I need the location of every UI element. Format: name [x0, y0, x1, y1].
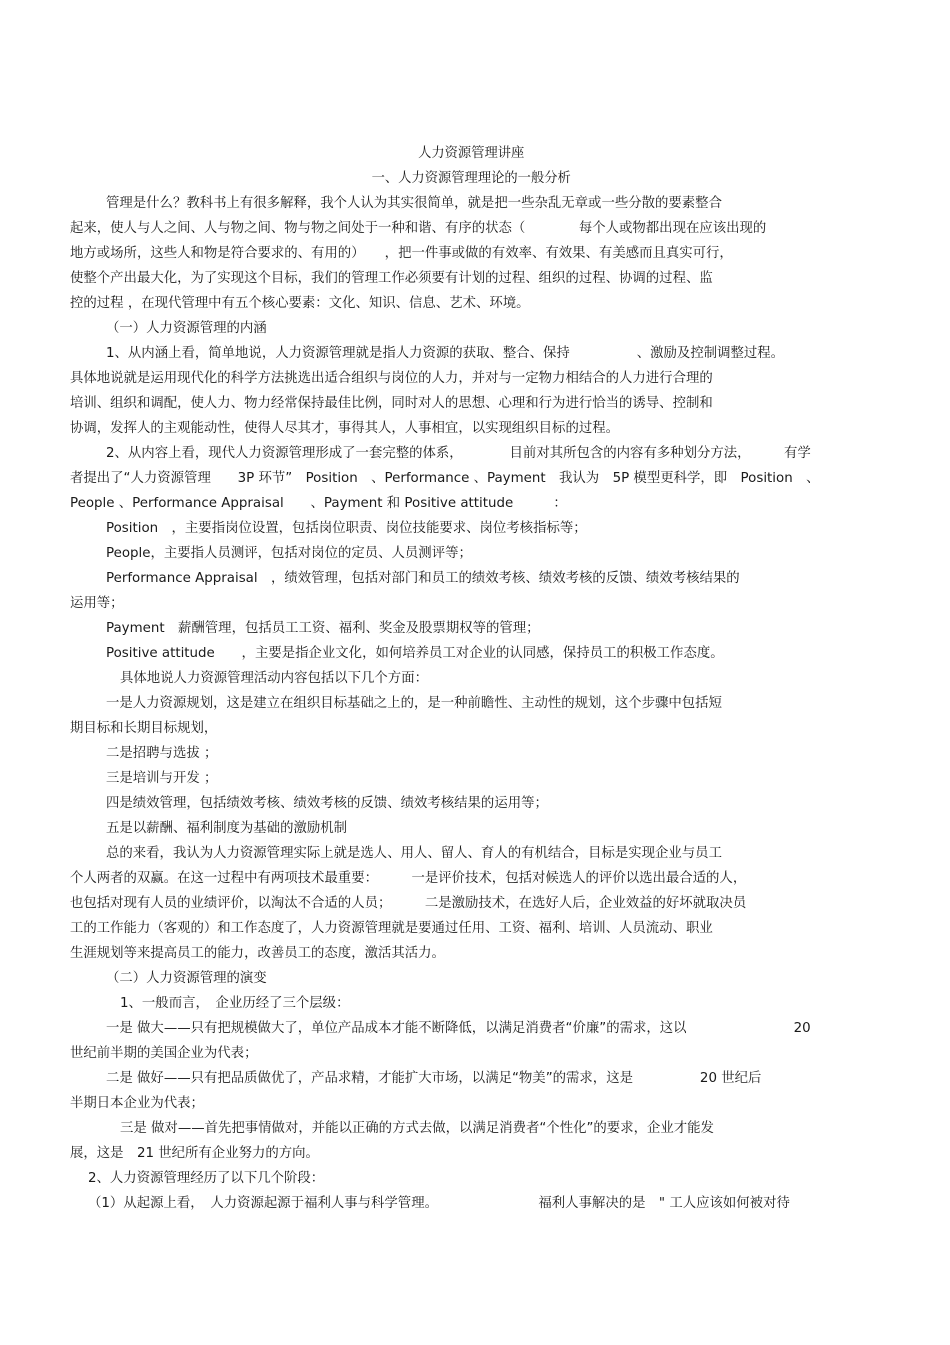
text-line: 世纪前半期的美国企业为代表；	[70, 1046, 258, 1061]
text-line: 1、一般而言， 企业历经了三个层级：	[120, 996, 350, 1011]
text-line: 控的过程 ，在现代管理中有五个核心要素：文化、知识、信息、艺术、环境。	[70, 296, 530, 311]
text-line: 2、人力资源管理经历了以下几个阶段：	[88, 1171, 325, 1186]
subsection-heading: （一）人力资源管理的内涵	[106, 321, 267, 336]
text-line: 管理是什么？教科书上有很多解释，我个人认为其实很简单，就是把一些杂乱无章或一些分散的要素整合	[106, 196, 722, 211]
text-line: 培训、组织和调配，使人力、物力经常保持最佳比例，同时对人的思想、心理和行为进行恰当的诱导、控制和	[70, 396, 713, 411]
text-line: 工的工作能力（客观的）和工作态度了，人力资源管理就是要通过任用、工资、福利、培训、人员流动、职业	[70, 921, 713, 936]
subsection-heading: （二）人力资源管理的演变	[106, 971, 267, 986]
text-line: 起来，使人与人之间、人与物之间、物与物之间处于一种和谐、有序的状态（ 每个人或物都出现在应该出现的	[70, 221, 767, 236]
text-line: Payment 薪酬管理，包括员工工资、福利、奖金及股票期权等的管理；	[106, 621, 540, 636]
text-line: 五是以薪酬、福利制度为基础的激励机制	[106, 821, 348, 836]
text-line: Performance Appraisal ，绩效管理，包括对部门和员工的绩效考核、绩效考核的反馈、绩效考核结果的	[106, 571, 740, 586]
text-line: People 、Performance Appraisal 、Payment 和 Positive attitude ：	[70, 496, 567, 511]
text-line: 四是绩效管理，包括绩效考核、绩效考核的反馈、绩效考核结果的运用等；	[106, 796, 548, 811]
text-line: 使整个产出最大化，为了实现这个目标，我们的管理工作必须要有计划的过程、组织的过程、协调的过程、监	[70, 271, 713, 286]
text-line: 三是培训与开发 ；	[106, 771, 218, 786]
text-line: 地方或场所，这些人和物是符合要求的、有用的） ，把一件事或做的有效率、有效果、有美感而且真实可行，	[70, 246, 733, 261]
text-line: 具体地说人力资源管理活动内容包括以下几个方面：	[120, 671, 428, 686]
text-line: 三是 做对——首先把事情做对，并能以正确的方式去做，以满足消费者“个性化”的要求，企业才能发	[120, 1121, 714, 1136]
text-line: 一是人力资源规划，这是建立在组织目标基础之上的，是一种前瞻性、主动性的规划，这个步骤中包括短	[106, 696, 722, 711]
text-line: 运用等；	[70, 596, 124, 611]
text-line: Position ，主要指岗位设置，包括岗位职责、岗位技能要求、岗位考核指标等；	[106, 521, 587, 536]
text-line: 个人两者的双赢。在这一过程中有两项技术最重要： 一是评价技术，包括对候选人的评价以选出最合适的人，	[70, 871, 747, 886]
text-line: 协调，发挥人的主观能动性，使得人尽其才，事得其人，人事相宜，以实现组织目标的过程。	[70, 421, 620, 436]
text-line: 具体地说就是运用现代化的科学方法挑选出适合组织与岗位的人力，并对与一定物力相结合的人力进行合理的	[70, 371, 713, 386]
text-line: 1、从内涵上看，简单地说，人力资源管理就是指人力资源的获取、整合、保持 、激励及控制调整过程。	[106, 346, 785, 361]
text-line: 总的来看，我认为人力资源管理实际上就是选人、用人、留人、育人的有机结合，目标是实现企业与员工	[106, 846, 722, 861]
text-line: Positive attitude ，主要是指企业文化，如何培养员工对企业的认同感，保持员工的积极工作态度。	[106, 646, 724, 661]
text-line: 展，这是 21 世纪所有企业努力的方向。	[70, 1146, 319, 1161]
text-line: 二是招聘与选拔 ；	[106, 746, 218, 761]
text-line: 一是 做大——只有把规模做大了，单位产品成本才能不断降低，以满足消费者“价廉”的需求，这以 20	[106, 1021, 811, 1036]
text-line: 二是 做好——只有把品质做优了，产品求精，才能扩大市场，以满足“物美”的需求，这是 20 世纪后	[106, 1071, 762, 1086]
text-line: 也包括对现有人员的业绩评价，以淘汰不合适的人员； 二是激励技术，在选好人后，企业效益的好坏就取决员	[70, 896, 747, 911]
document-title: 人力资源管理讲座	[418, 146, 525, 161]
text-line: 者提出了“人力资源管理 3P 环节” Position 、Performance 、Payment 我认为 5P 模型更科学，即 Position 、	[70, 471, 820, 486]
text-line: 生涯规划等来提高员工的能力，改善员工的态度，激活其活力。	[70, 946, 445, 961]
text-line: （1）从起源上看， 人力资源起源于福利人事与科学管理。 福利人事解决的是 " 工人应该如何被对待	[88, 1196, 790, 1211]
text-line: People，主要指人员测评，包括对岗位的定员、人员测评等；	[106, 546, 472, 561]
section-title: 一、人力资源管理理论的一般分析	[371, 171, 571, 186]
text-line: 半期日本企业为代表；	[70, 1096, 204, 1111]
text-line: 期目标和长期目标规划，	[70, 721, 218, 736]
text-line: 2、从内容上看，现代人力资源管理形成了一套完整的体系， 目前对其所包含的内容有多种划分方法， 有学	[106, 446, 811, 461]
